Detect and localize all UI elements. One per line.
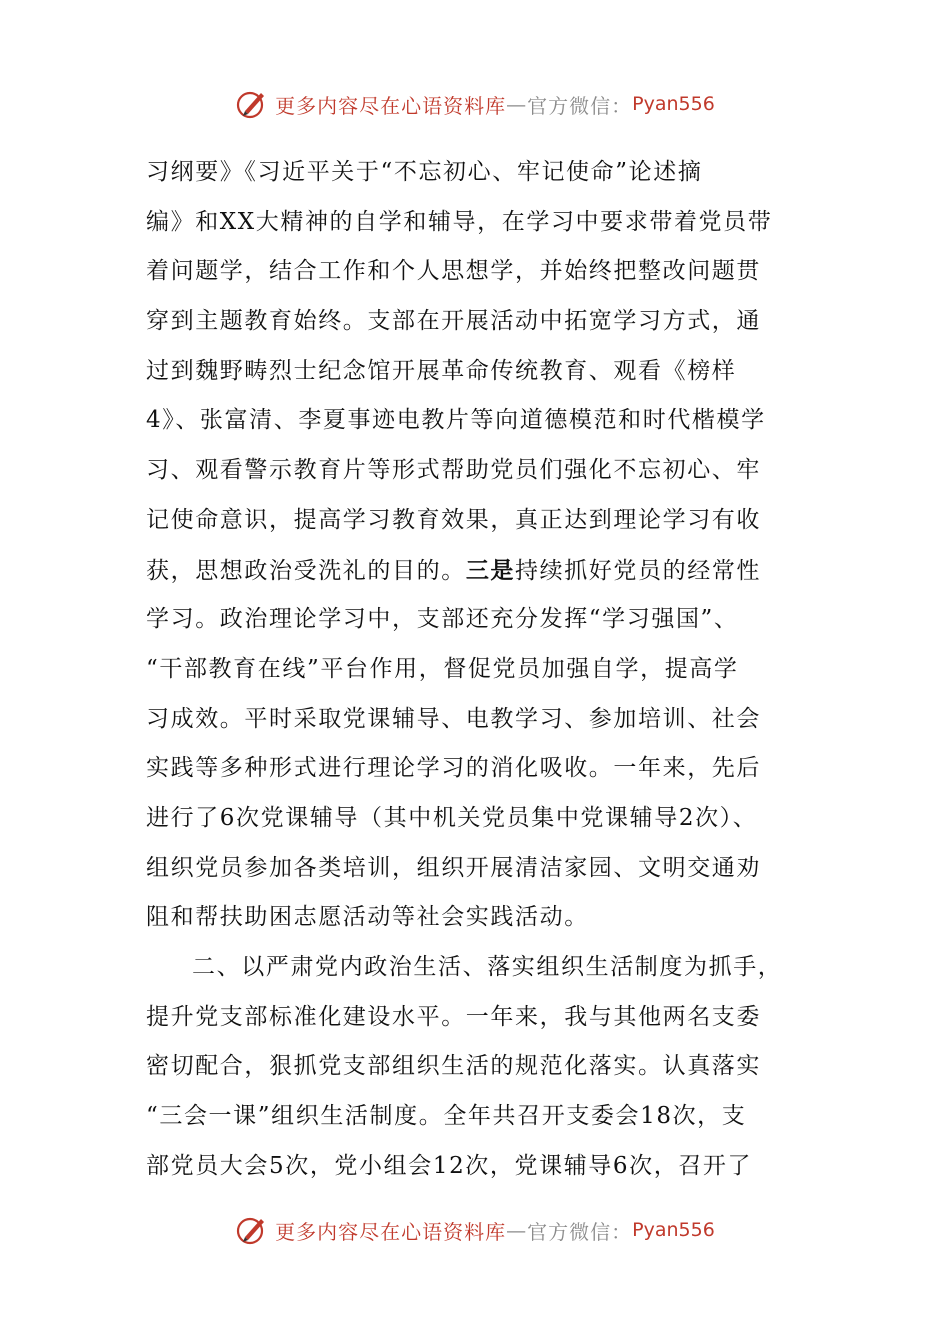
document-body [146, 148, 806, 1191]
body-line: 密切配合，狠抓党支部组织生活的规范化落实。认真落实 [146, 1053, 761, 1080]
watermark-red-text: 更多内容尽在心语资料库 [275, 1219, 507, 1244]
line-text-after: 持续抓好党员的经常性 [515, 557, 762, 584]
watermark-banner-top [0, 84, 950, 124]
quill-pen-circle-icon [235, 87, 269, 121]
body-line: 过到魏野畴烈士纪念馆开展革命传统教育、观看《榜样 [146, 357, 737, 384]
body-line: 着问题学，结合工作和个人思想学，并始终把整改问题贯 [146, 258, 761, 285]
body-line: 习、观看警示教育片等形式帮助党员们强化不忘初心、牢 [146, 457, 761, 484]
watermark-gray-text: 官方微信： [527, 93, 633, 118]
bold-phrase: 三是 [465, 556, 516, 584]
watermark-gray-text: 官方微信： [527, 1219, 633, 1244]
body-line: 习纲要》《习近平关于“不忘初心、牢记使命”论述摘 [146, 159, 703, 185]
watermark-red-text: 更多内容尽在心语资料库 [275, 93, 507, 118]
body-line: 部党员大会5次，党小组会12次，党课辅导6次，召开了 [146, 1152, 753, 1179]
body-line: 组织党员参加各类培训，组织开展清洁家园、文明交通劝 [146, 854, 761, 881]
body-line: 学习。政治理论学习中，支部还充分发挥“学习强国”、 [146, 606, 739, 633]
paragraph-first-line: 二、以严肃党内政治生活、落实组织生活制度为抓手， [192, 954, 783, 980]
watermark-dash: — [506, 1218, 528, 1242]
watermark-dash: — [506, 92, 528, 116]
watermark-id-text: Pyan556 [632, 1219, 715, 1241]
body-line: 阻和帮扶助困志愿活动等社会实践活动。 [146, 904, 589, 931]
body-line: 穿到主题教育始终。支部在开展活动中拓宽学习方式，通 [146, 308, 761, 335]
body-line: “三会一课”组织生活制度。全年共召开支委会18次，支 [146, 1103, 747, 1130]
body-line: 记使命意识，提高学习教育效果，真正达到理论学习有收 [146, 506, 761, 533]
body-line-with-bold [146, 546, 806, 596]
body-line: 编》和XX大精神的自学和辅导，在学习中要求带着党员带 [146, 208, 773, 235]
line-text-before: 获，思想政治受洗礼的目的。 [146, 557, 466, 584]
body-line: 进行了6次党课辅导（其中机关党员集中党课辅导2次）、 [146, 804, 758, 831]
quill-pen-circle-icon [235, 1213, 269, 1247]
watermark-banner-bottom [0, 1210, 950, 1250]
body-line: 提升党支部标准化建设水平。一年来，我与其他两名支委 [146, 1003, 761, 1030]
body-line: 习成效。平时采取党课辅导、电教学习、参加培训、社会 [146, 705, 761, 732]
watermark-id-text: Pyan556 [632, 93, 715, 115]
body-line: 实践等多种形式进行理论学习的消化吸收。一年来，先后 [146, 755, 761, 782]
body-line: “干部教育在线”平台作用，督促党员加强自学，提高学 [146, 655, 739, 682]
body-line: 4》、张富清、李夏事迹电教片等向道德模范和时代楷模学 [146, 407, 766, 434]
